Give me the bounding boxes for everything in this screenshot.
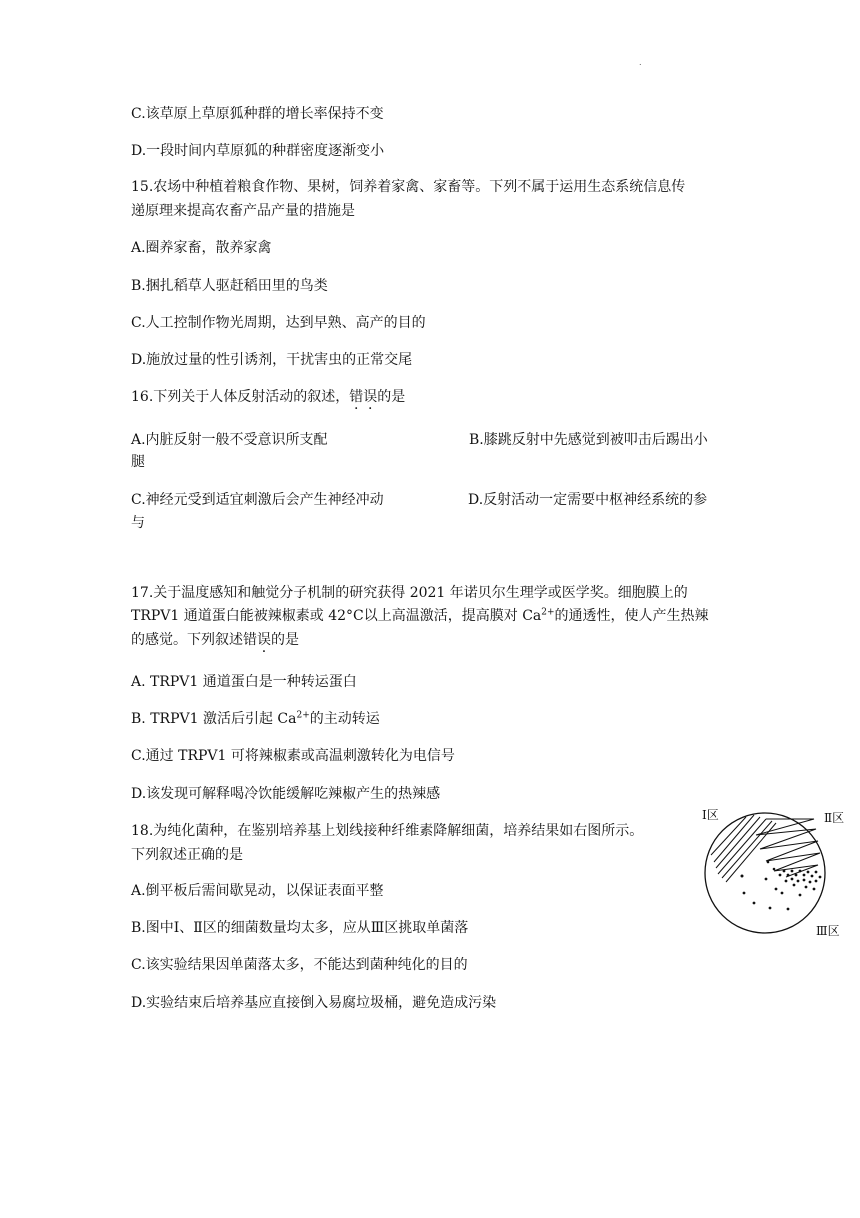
q18-option-b: B.图中Ⅰ、Ⅱ区的细菌数量均太多，应从Ⅲ区挑取单菌落: [131, 920, 469, 936]
q18-option-d: D.实验结束后培养基应直接倒入易腐垃圾桶，避免造成污染: [131, 995, 497, 1011]
q17-emphasis-char: 误: [257, 632, 271, 648]
q17-option-b: [131, 709, 380, 729]
zone2-label: Ⅱ区: [824, 811, 845, 825]
q17-option-d: D.该发现可解释喝冷饮能缓解吃辣椒产生的热辣感: [131, 786, 441, 802]
q17-stem-line2: [131, 606, 709, 626]
q18-option-c: C.该实验结果因单菌落太多，不能达到菌种纯化的目的: [131, 957, 468, 973]
q15-stem-line2: 递原理来提高农畜产品产量的措施是: [131, 203, 355, 219]
q17-option-a: A. TRPV1 通道蛋白是一种转运蛋白: [131, 674, 357, 690]
zone3-label: Ⅲ区: [816, 924, 840, 938]
q16-option-a: A.内脏反射一般不受意识所支配: [131, 432, 328, 448]
q17-option-b-pre: B. TRPV1 激活后引起 Ca: [131, 711, 297, 727]
q16-stem-post: 的是: [377, 389, 406, 405]
q16-option-c: C.神经元受到适宜刺激后会产生神经冲动: [131, 492, 384, 508]
petri-dish-outline: [705, 813, 825, 933]
q17-option-b-sup: 2+: [296, 710, 310, 721]
q17-stem-line1: 17.关于温度感知和触觉分子机制的研究获得 2021 年诺贝尔生理学或医学奖。细胞膜上的: [131, 585, 688, 601]
q17-stem-line2-sup: 2+: [541, 607, 555, 618]
q17-stem-line3-post: 的是: [271, 632, 299, 648]
q16-option-d-wrap: 与: [131, 515, 145, 531]
q17-stem-line2-post: 的通透性，使人产生热辣: [554, 608, 709, 624]
zone1-label: Ⅰ区: [702, 808, 719, 822]
q16-option-b-wrap: 腿: [131, 454, 145, 470]
q15-option-a: A.圈养家畜，散养家禽: [131, 240, 272, 256]
q15-option-b: B.捆扎稻草人驱赶稻田里的鸟类: [131, 278, 328, 294]
q16-option-d: D.反射活动一定需要中枢神经系统的参: [468, 492, 708, 508]
q16-stem-pre: 16.下列关于人体反射活动的叙述，: [131, 389, 350, 405]
petri-dish-figure: [696, 805, 854, 940]
q17-stem-line2-pre: TRPV1 通道蛋白能被辣椒素或 42°C以上高温激活，提高膜对 Ca: [131, 608, 542, 624]
q14-option-d: D.一段时间内草原狐的种群密度逐渐变小: [131, 143, 385, 159]
q17-option-c: C.通过 TRPV1 可将辣椒素或高温刺激转化为电信号: [131, 748, 455, 764]
q16-stem: [131, 387, 405, 407]
q18-stem-line1: 18.为纯化菌种，在鉴别培养基上划线接种纤维素降解细菌，培养结果如右图所示。: [131, 823, 644, 839]
q18-stem-line2: 下列叙述正确的是: [131, 847, 243, 863]
q15-option-c: C.人工控制作物光周期，达到早熟、高产的目的: [131, 315, 426, 331]
q17-stem-line3: [131, 630, 299, 650]
q18-option-a: A.倒平板后需间歇晃动，以保证表面平整: [131, 883, 384, 899]
q15-option-d: D.施放过量的性引诱剂，干扰害虫的正常交尾: [131, 352, 413, 368]
q14-option-c: C.该草原上草原狐种群的增长率保持不变: [131, 106, 384, 122]
q17-option-b-post: 的主动转运: [309, 711, 380, 727]
q17-stem-line3-pre: 的感觉。下列叙述错: [131, 632, 257, 648]
corner-mark: .: [639, 58, 642, 67]
q15-stem-line1: 15.农场中种植着粮食作物、果树，饲养着家禽、家畜等。下列不属于运用生态系统信息传: [131, 179, 686, 195]
q16-emphasis-char-1: 错: [349, 389, 364, 405]
q16-option-b: B.膝跳反射中先感觉到被叩击后踢出小: [469, 432, 708, 448]
q16-emphasis-char-2: 误: [363, 389, 378, 405]
